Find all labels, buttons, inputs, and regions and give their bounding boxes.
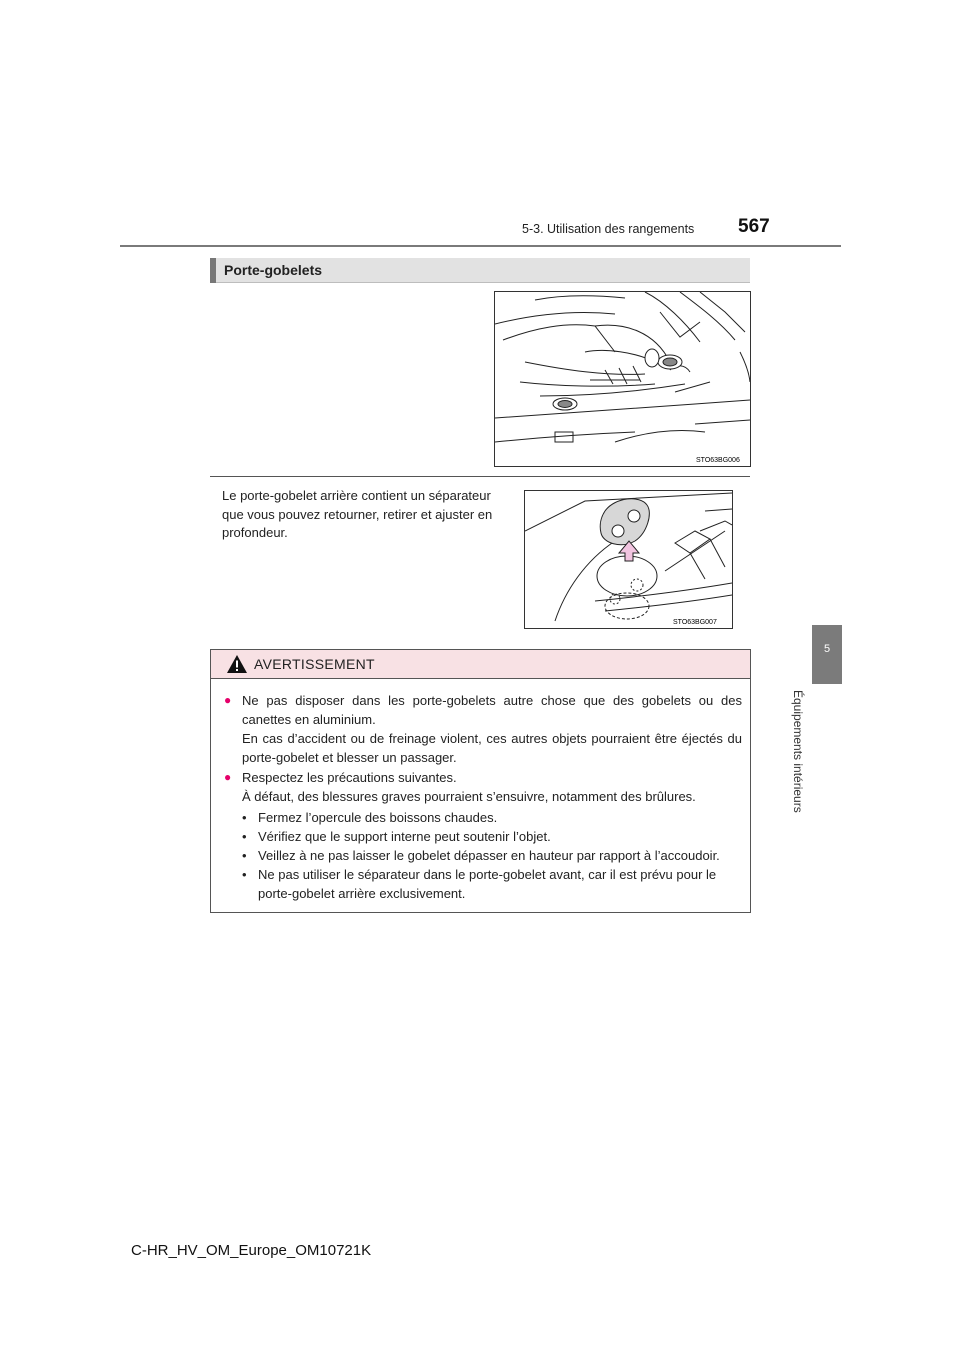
warning-bullet: ● bbox=[224, 770, 232, 784]
warning-sub-item: • Fermez l’opercule des boissons chaudes. bbox=[242, 810, 498, 825]
figure-cup-holders-console bbox=[494, 291, 751, 467]
warning-sub-list bbox=[242, 808, 742, 903]
warning-item-text: Ne pas disposer dans les porte-gobelets autre chose que des gobelets ou des canettes en aluminium. bbox=[242, 693, 742, 727]
warning-item-text: Respectez les précautions suivantes. bbox=[242, 770, 457, 785]
section-title-accent bbox=[210, 258, 216, 283]
warning-item bbox=[224, 691, 742, 767]
warning-item-text: En cas d’accident ou de freinage violent, ces autres objets pourraient être éjectés du porte-gobelet et blesser un passager. bbox=[242, 731, 742, 765]
warning-bullet: ● bbox=[224, 693, 232, 707]
separator-illustration bbox=[525, 491, 732, 628]
page-number: 567 bbox=[738, 216, 770, 237]
intro-paragraph: Le porte-gobelet arrière contient un séparateur que vous pouvez retourner, retirer et ajuster en profondeur. bbox=[222, 488, 493, 540]
console-illustration bbox=[495, 292, 750, 466]
content-divider bbox=[210, 476, 750, 477]
warning-triangle-icon bbox=[226, 654, 248, 674]
warning-sub-item: • Vérifiez que le support interne peut soutenir l’objet. bbox=[242, 829, 551, 844]
warning-item bbox=[224, 768, 742, 806]
chapter-tab-label: Équipements intérieurs bbox=[791, 690, 805, 813]
warning-item-text: À défaut, des blessures graves pourraient s’ensuivre, notamment des brûlures. bbox=[242, 789, 696, 804]
warning-title: AVERTISSEMENT bbox=[254, 656, 375, 672]
header-section-title: 5-3. Utilisation des rangements bbox=[522, 222, 695, 236]
chapter-tab-number: 5 bbox=[823, 643, 831, 655]
section-title: Porte-gobelets bbox=[224, 262, 323, 278]
footer-document-code: C-HR_HV_OM_Europe_OM10721K bbox=[131, 1242, 372, 1259]
warning-sub-item: • Veillez à ne pas laisser le gobelet dépasser en hauteur par rapport à l’accoudoir. bbox=[242, 848, 720, 863]
figure-separator-removal bbox=[524, 490, 733, 629]
warning-sub-item: • Ne pas utiliser le séparateur dans le porte-gobelet avant, car il est prévu pour le porte-gobelet arrière exclusivement. bbox=[242, 867, 717, 901]
header-rule bbox=[120, 245, 841, 247]
figure-code: STO63BG006 bbox=[696, 457, 740, 464]
figure-code: STO63BG007 bbox=[673, 619, 717, 626]
